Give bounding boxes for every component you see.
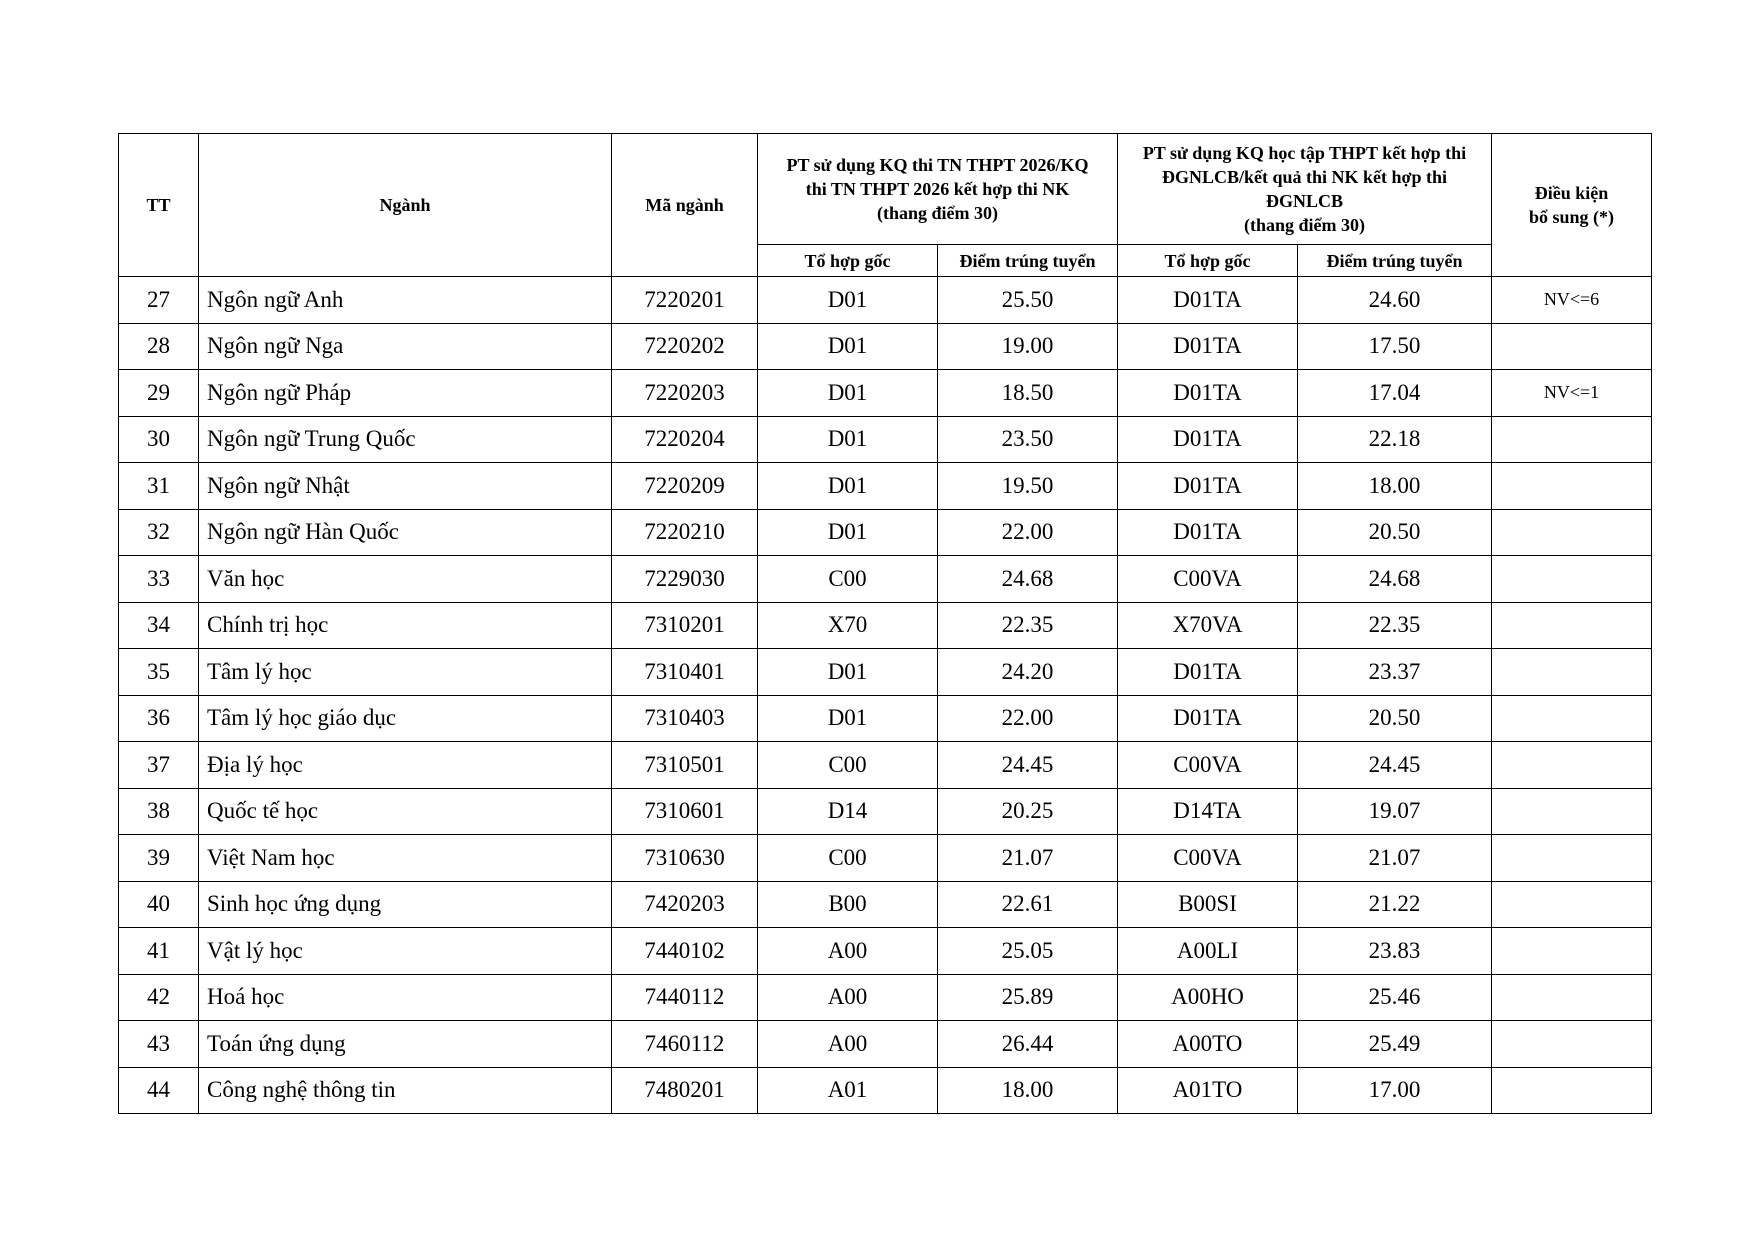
cell-condition	[1492, 1021, 1652, 1068]
cell-score-2: 25.49	[1298, 1021, 1492, 1068]
cell-score-2: 24.68	[1298, 556, 1492, 603]
cell-ma-nganh: 7480201	[612, 1067, 758, 1114]
cell-tt: 32	[119, 509, 199, 556]
cell-nganh: Việt Nam học	[199, 835, 612, 882]
cell-score-1: 23.50	[938, 416, 1118, 463]
cell-ma-nganh: 7220204	[612, 416, 758, 463]
cell-nganh: Hoá học	[199, 974, 612, 1021]
table-row	[119, 974, 1652, 1021]
cell-tt: 38	[119, 788, 199, 835]
cell-combo-2: D01TA	[1118, 277, 1298, 324]
cell-combo-1: D01	[758, 370, 938, 417]
cell-combo-1: D01	[758, 463, 938, 510]
table-row	[119, 1021, 1652, 1068]
cell-nganh: Ngôn ngữ Nga	[199, 323, 612, 370]
cell-combo-2: X70VA	[1118, 602, 1298, 649]
cell-combo-1: D01	[758, 649, 938, 696]
cell-ma-nganh: 7440112	[612, 974, 758, 1021]
cell-combo-2: B00SI	[1118, 881, 1298, 928]
cell-ma-nganh: 7420203	[612, 881, 758, 928]
cell-nganh: Sinh học ứng dụng	[199, 881, 612, 928]
cell-tt: 29	[119, 370, 199, 417]
cell-nganh: Tâm lý học giáo dục	[199, 695, 612, 742]
cell-combo-1: A00	[758, 1021, 938, 1068]
cell-nganh: Ngôn ngữ Trung Quốc	[199, 416, 612, 463]
admission-scores-table	[118, 133, 1652, 1114]
cell-tt: 39	[119, 835, 199, 882]
cell-score-2: 17.00	[1298, 1067, 1492, 1114]
cell-combo-1: D01	[758, 323, 938, 370]
cell-ma-nganh: 7310630	[612, 835, 758, 882]
cell-score-1: 26.44	[938, 1021, 1118, 1068]
cell-combo-2: D01TA	[1118, 463, 1298, 510]
cell-condition	[1492, 742, 1652, 789]
table-row	[119, 370, 1652, 417]
cell-condition	[1492, 323, 1652, 370]
cell-combo-1: D01	[758, 416, 938, 463]
table-body	[119, 277, 1652, 1114]
cell-combo-2: A00HO	[1118, 974, 1298, 1021]
cell-condition: NV<=1	[1492, 370, 1652, 417]
header-condition: Điều kiện bổ sung (*)	[1492, 134, 1652, 277]
cell-tt: 31	[119, 463, 199, 510]
cell-tt: 34	[119, 602, 199, 649]
cell-condition	[1492, 556, 1652, 603]
table-row	[119, 928, 1652, 975]
subheader-combo-1: Tổ hợp gốc	[758, 245, 938, 277]
cell-combo-2: D01TA	[1118, 695, 1298, 742]
cell-score-2: 18.00	[1298, 463, 1492, 510]
cell-score-1: 21.07	[938, 835, 1118, 882]
cell-score-1: 24.20	[938, 649, 1118, 696]
cell-ma-nganh: 7229030	[612, 556, 758, 603]
table-row	[119, 323, 1652, 370]
cell-score-2: 22.18	[1298, 416, 1492, 463]
cell-ma-nganh: 7310401	[612, 649, 758, 696]
header-group-thpt-study: PT sử dụng KQ học tập THPT kết hợp thi ĐGNLCB/kết quả thi NK kết hợp thi ĐGNLCB (thang điểm 30)	[1118, 134, 1492, 245]
cell-tt: 33	[119, 556, 199, 603]
cell-condition	[1492, 416, 1652, 463]
cell-ma-nganh: 7310501	[612, 742, 758, 789]
table-row	[119, 277, 1652, 324]
cell-score-1: 22.35	[938, 602, 1118, 649]
cell-nganh: Vật lý học	[199, 928, 612, 975]
cell-combo-1: D01	[758, 509, 938, 556]
cell-score-2: 24.60	[1298, 277, 1492, 324]
cell-nganh: Địa lý học	[199, 742, 612, 789]
cell-score-2: 23.37	[1298, 649, 1492, 696]
cell-tt: 37	[119, 742, 199, 789]
cell-condition	[1492, 835, 1652, 882]
cell-nganh: Văn học	[199, 556, 612, 603]
cell-combo-1: C00	[758, 556, 938, 603]
header-group-thpt-exam: PT sử dụng KQ thi TN THPT 2026/KQ thi TN THPT 2026 kết hợp thi NK (thang điểm 30)	[758, 134, 1118, 245]
cell-nganh: Ngôn ngữ Nhật	[199, 463, 612, 510]
cell-condition	[1492, 695, 1652, 742]
cell-combo-1: A00	[758, 928, 938, 975]
cell-ma-nganh: 7220210	[612, 509, 758, 556]
cell-ma-nganh: 7310601	[612, 788, 758, 835]
cell-combo-2: C00VA	[1118, 556, 1298, 603]
cell-nganh: Ngôn ngữ Anh	[199, 277, 612, 324]
cell-condition	[1492, 509, 1652, 556]
cell-combo-2: D01TA	[1118, 649, 1298, 696]
cell-score-2: 17.04	[1298, 370, 1492, 417]
header-row	[119, 134, 1652, 245]
cell-score-1: 25.89	[938, 974, 1118, 1021]
cell-condition	[1492, 649, 1652, 696]
cell-combo-1: A00	[758, 974, 938, 1021]
table-row	[119, 1067, 1652, 1114]
cell-score-2: 20.50	[1298, 509, 1492, 556]
cell-score-1: 24.45	[938, 742, 1118, 789]
cell-combo-2: A00LI	[1118, 928, 1298, 975]
subheader-score-2: Điểm trúng tuyển	[1298, 245, 1492, 277]
header-tt: TT	[119, 134, 199, 277]
cell-score-2: 23.83	[1298, 928, 1492, 975]
table-row	[119, 416, 1652, 463]
cell-combo-1: X70	[758, 602, 938, 649]
cell-score-1: 22.00	[938, 695, 1118, 742]
cell-ma-nganh: 7220209	[612, 463, 758, 510]
cell-combo-1: C00	[758, 742, 938, 789]
cell-tt: 41	[119, 928, 199, 975]
cell-score-1: 18.50	[938, 370, 1118, 417]
cell-condition	[1492, 881, 1652, 928]
cell-tt: 30	[119, 416, 199, 463]
table-row	[119, 556, 1652, 603]
cell-tt: 27	[119, 277, 199, 324]
cell-combo-2: A01TO	[1118, 1067, 1298, 1114]
cell-score-2: 17.50	[1298, 323, 1492, 370]
cell-score-2: 21.22	[1298, 881, 1492, 928]
cell-combo-2: D01TA	[1118, 509, 1298, 556]
cell-score-2: 21.07	[1298, 835, 1492, 882]
table-row	[119, 509, 1652, 556]
cell-combo-1: D01	[758, 277, 938, 324]
cell-ma-nganh: 7310201	[612, 602, 758, 649]
cell-ma-nganh: 7440102	[612, 928, 758, 975]
cell-tt: 44	[119, 1067, 199, 1114]
cell-ma-nganh: 7310403	[612, 695, 758, 742]
table-row	[119, 788, 1652, 835]
cell-tt: 28	[119, 323, 199, 370]
cell-nganh: Ngôn ngữ Pháp	[199, 370, 612, 417]
cell-score-2: 20.50	[1298, 695, 1492, 742]
cell-combo-1: D14	[758, 788, 938, 835]
cell-nganh: Toán ứng dụng	[199, 1021, 612, 1068]
cell-score-2: 19.07	[1298, 788, 1492, 835]
cell-combo-2: D14TA	[1118, 788, 1298, 835]
cell-score-1: 19.50	[938, 463, 1118, 510]
cell-combo-2: D01TA	[1118, 416, 1298, 463]
cell-score-1: 24.68	[938, 556, 1118, 603]
cell-tt: 42	[119, 974, 199, 1021]
cell-ma-nganh: 7220203	[612, 370, 758, 417]
cell-nganh: Công nghệ thông tin	[199, 1067, 612, 1114]
cell-score-2: 24.45	[1298, 742, 1492, 789]
cell-condition: NV<=6	[1492, 277, 1652, 324]
header-nganh: Ngành	[199, 134, 612, 277]
cell-condition	[1492, 788, 1652, 835]
table-row	[119, 602, 1652, 649]
table-row	[119, 695, 1652, 742]
subheader-combo-2: Tổ hợp gốc	[1118, 245, 1298, 277]
table-row	[119, 742, 1652, 789]
cell-score-1: 22.61	[938, 881, 1118, 928]
cell-tt: 36	[119, 695, 199, 742]
cell-ma-nganh: 7220201	[612, 277, 758, 324]
cell-score-1: 20.25	[938, 788, 1118, 835]
cell-nganh: Chính trị học	[199, 602, 612, 649]
cell-score-1: 18.00	[938, 1067, 1118, 1114]
table-row	[119, 649, 1652, 696]
cell-score-1: 22.00	[938, 509, 1118, 556]
cell-score-2: 22.35	[1298, 602, 1492, 649]
cell-combo-2: D01TA	[1118, 370, 1298, 417]
cell-combo-1: B00	[758, 881, 938, 928]
cell-score-1: 25.50	[938, 277, 1118, 324]
cell-condition	[1492, 463, 1652, 510]
cell-combo-2: A00TO	[1118, 1021, 1298, 1068]
cell-combo-1: A01	[758, 1067, 938, 1114]
cell-tt: 40	[119, 881, 199, 928]
cell-nganh: Ngôn ngữ Hàn Quốc	[199, 509, 612, 556]
cell-tt: 43	[119, 1021, 199, 1068]
cell-nganh: Tâm lý học	[199, 649, 612, 696]
cell-score-1: 25.05	[938, 928, 1118, 975]
cell-combo-2: D01TA	[1118, 323, 1298, 370]
table-row	[119, 835, 1652, 882]
cell-ma-nganh: 7460112	[612, 1021, 758, 1068]
cell-tt: 35	[119, 649, 199, 696]
cell-combo-1: C00	[758, 835, 938, 882]
cell-condition	[1492, 928, 1652, 975]
cell-score-2: 25.46	[1298, 974, 1492, 1021]
cell-score-1: 19.00	[938, 323, 1118, 370]
cell-combo-1: D01	[758, 695, 938, 742]
cell-nganh: Quốc tế học	[199, 788, 612, 835]
cell-combo-2: C00VA	[1118, 835, 1298, 882]
cell-condition	[1492, 974, 1652, 1021]
table-row	[119, 881, 1652, 928]
subheader-score-1: Điểm trúng tuyển	[938, 245, 1118, 277]
cell-combo-2: C00VA	[1118, 742, 1298, 789]
table-row	[119, 463, 1652, 510]
cell-ma-nganh: 7220202	[612, 323, 758, 370]
cell-condition	[1492, 602, 1652, 649]
header-ma-nganh: Mã ngành	[612, 134, 758, 277]
cell-condition	[1492, 1067, 1652, 1114]
